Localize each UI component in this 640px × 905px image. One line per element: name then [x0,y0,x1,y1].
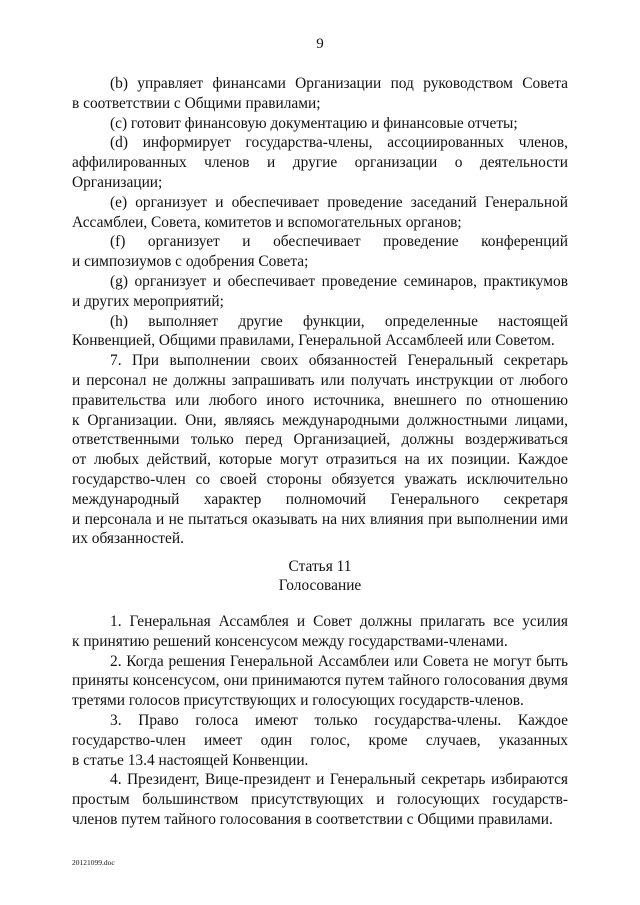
text-line: членов путем тайного голосования в соответствии с Общими правилами. [72,810,553,828]
text-line: к Организации. Они, являясь международными должностными лицами, [72,411,568,429]
text-line: третями голосов присутствующих и голосующих государств-членов. [72,692,524,710]
text-line: государство-член со своей стороны обязуется уважать исключительно [72,470,568,488]
text-line: к принятию решений консенсусом между государствами-членами. [72,632,508,650]
text-line: (h) выполняет другие функции, определенные настоящей [110,312,568,330]
text-line: и персонала и не пытаться оказывать на них влияния при выполнении ими [72,510,568,528]
text-line: от любых действий, которые могут отразиться на их позиции. Каждое [72,451,568,469]
text-line: в статье 13.4 настоящей Конвенции. [72,751,309,769]
text-line: (d) информирует государства-члены, ассоциированных членов, [110,134,568,152]
text-line: аффилированных членов и другие организации о деятельности [72,154,568,172]
text-line: в соответствии с Общими правилами; [72,94,321,112]
text-line: 7. При выполнении своих обязанностей Генеральный секретарь [110,352,568,370]
text-line: и персонал не должны запрашивать или получать инструкции от любого [72,371,568,389]
text-line: и других мероприятий; [72,292,224,310]
text-line: (f) организует и обеспечивает проведение конференций [110,233,568,251]
text-line: правительства или любого иного источника, внешнего по отношению [72,391,568,409]
article-subtitle: Голосование [278,577,362,594]
text-line: 4. Президент, Вице-президент и Генеральный секретарь избираются [110,771,568,789]
text-line: (g) организует и обеспечивает проведение семинаров, практикумов [110,272,568,290]
text-line: 2. Когда решения Генеральной Ассамблеи или Совета не могут быть [110,652,568,670]
section-body-top [72,74,568,549]
text-line: Организации; [72,173,163,191]
text-line: простым большинством присутствующих и голосующих государств- [72,791,568,809]
section-body-bottom [72,612,568,830]
text-line: их обязанностей. [72,530,184,548]
text-line: и симпозиумов с одобрения Совета; [72,253,309,271]
text-line: Ассамблеи, Совета, комитетов и вспомогательных органов; [72,213,462,231]
text-line: 3. Право голоса имеют только государства-члены. Каждое [110,711,568,729]
text-line: международный характер полномочий Генерального секретаря [72,490,568,508]
article-title: Статья 11 [288,558,352,575]
file-name-footer: 20121099.doc [72,858,115,867]
text-line: (e) организует и обеспечивает проведение заседаний Генеральной [110,193,568,211]
text-line: ответственными только перед Организацией, должны воздерживаться [72,431,568,449]
text-line: (b) управляет финансами Организации под руководством Совета [110,75,568,92]
text-line: государство-член имеет один голос, кроме случаев, указанных [72,731,568,749]
text-line: приняты консенсусом, они принимаются путем тайного голосования двумя [72,672,568,690]
text-line: (c) готовит финансовую документацию и финансовые отчеты; [110,114,518,132]
page-number: 9 [316,36,324,52]
text-line: 1. Генеральная Ассамблея и Совет должны прилагать все усилия [110,613,568,630]
text-line: Конвенцией, Общими правилами, Генеральной Ассамблеей или Советом. [72,332,555,350]
